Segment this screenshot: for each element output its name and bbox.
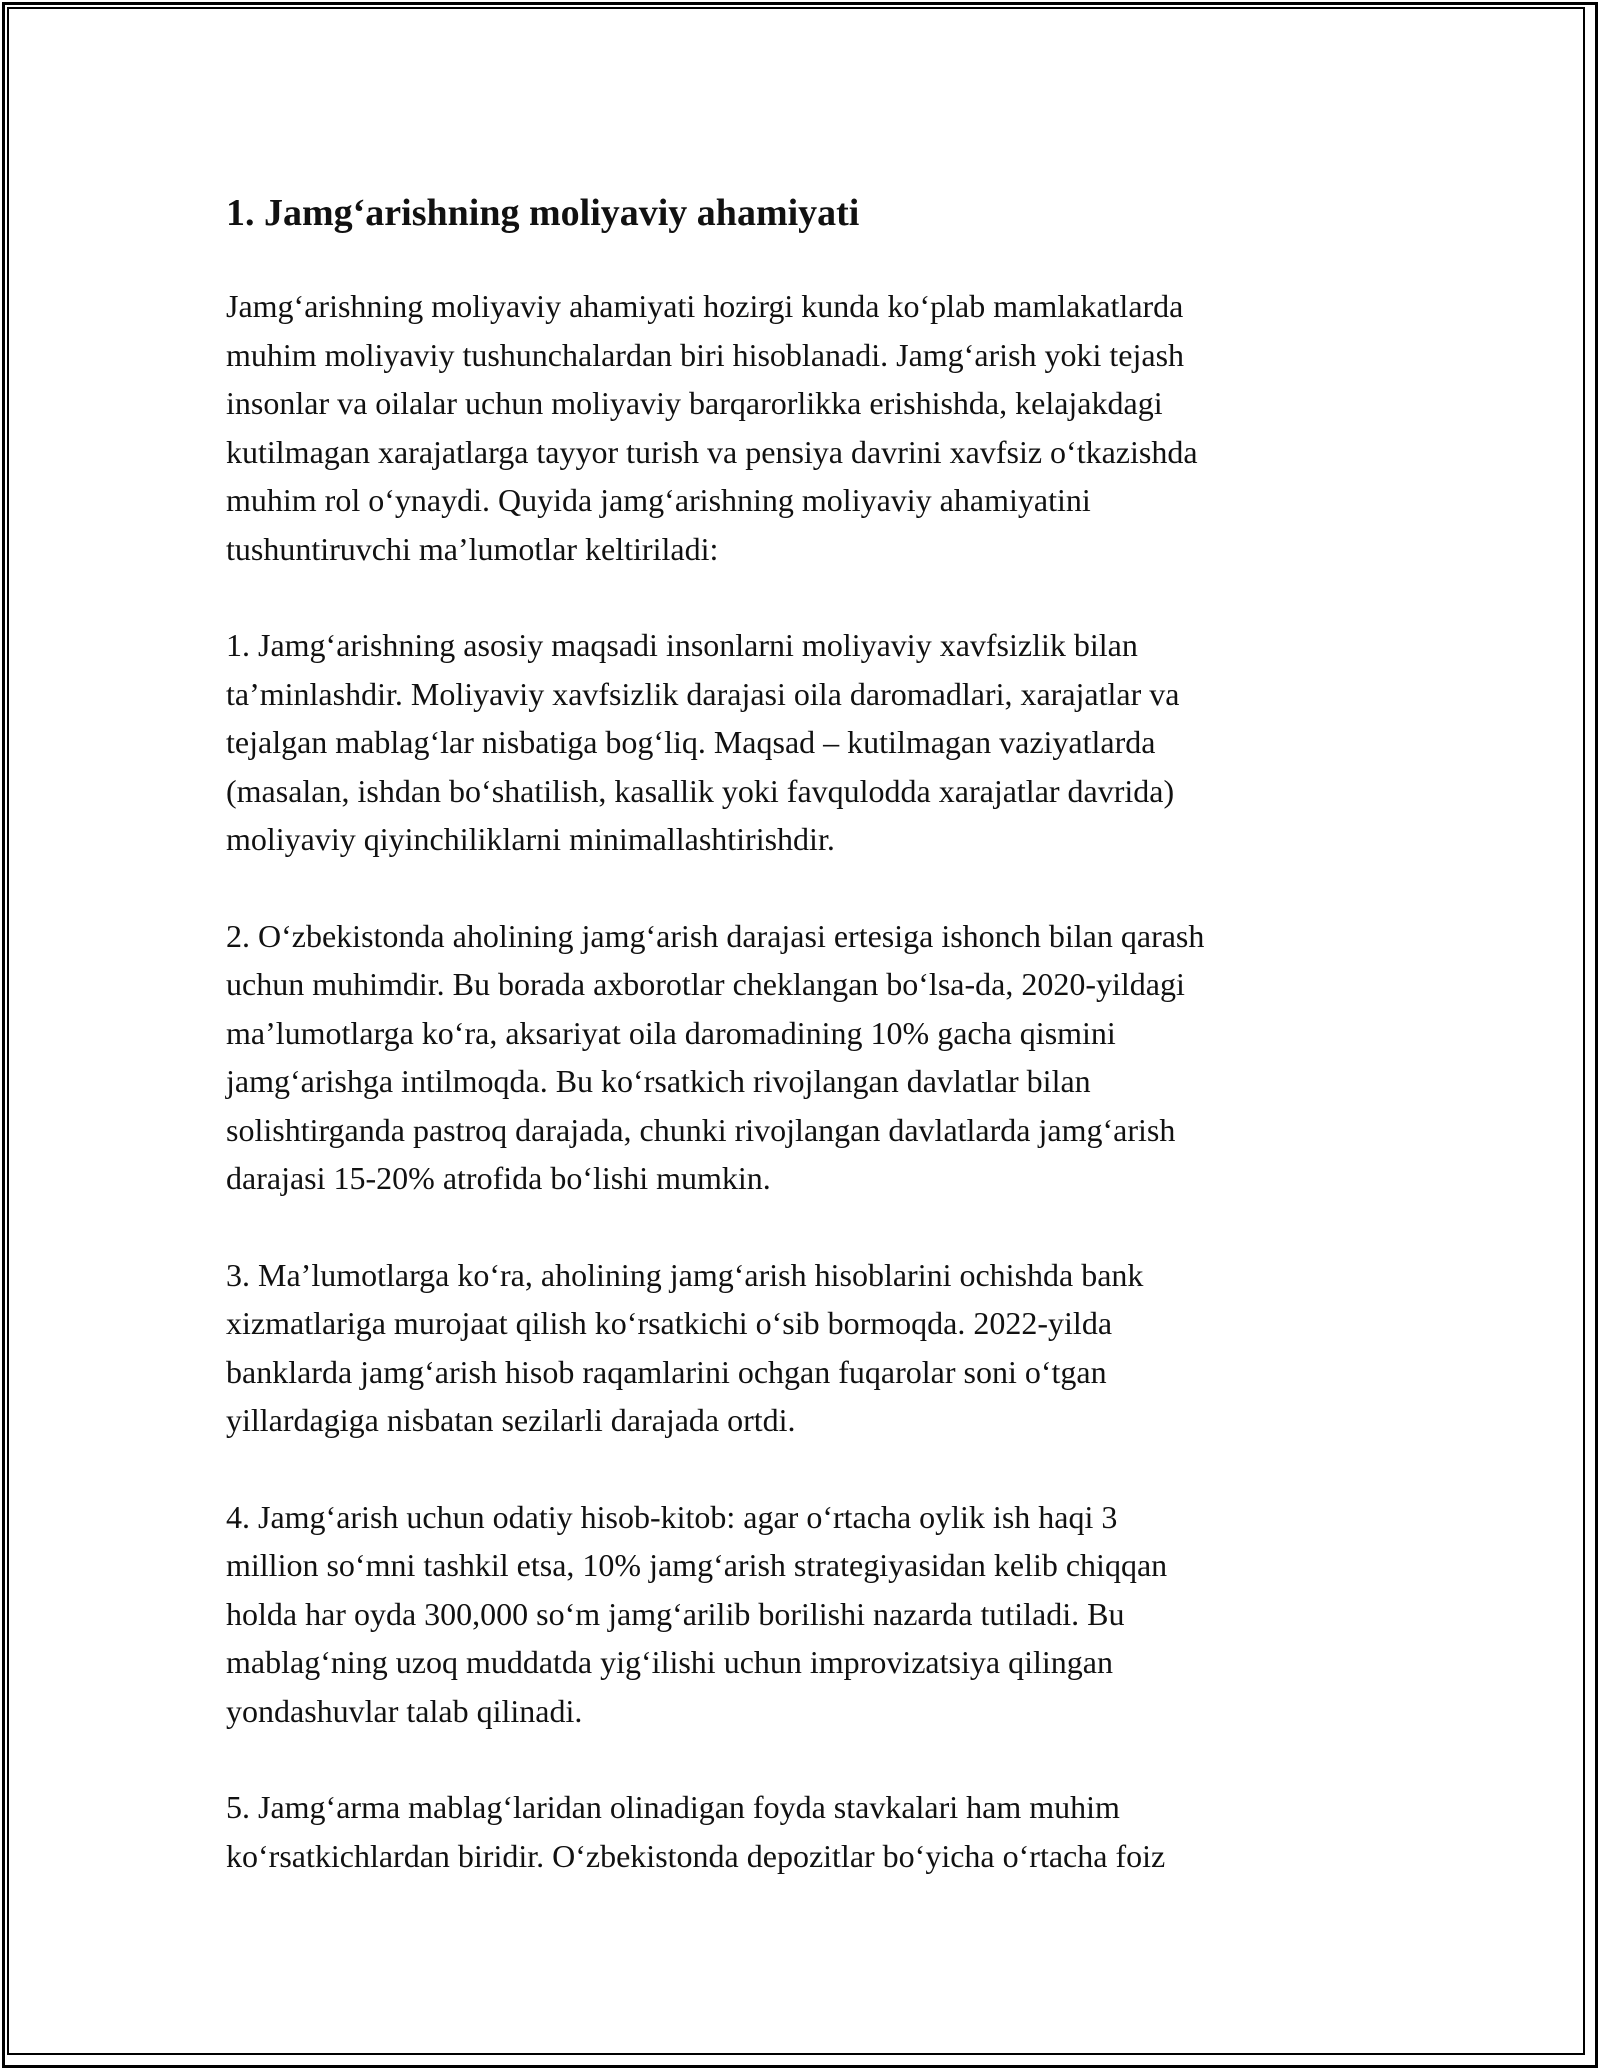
point-1-paragraph [226,621,1376,864]
paragraph-line: muhim moliyaviy tushunchalardan biri hisoblanadi. Jamg‘arish yoki tejash [226,336,1185,373]
paragraph-line: 4. Jamg‘arish uchun odatiy hisob-kitob: agar o‘rtacha oylik ish haqi 3 [226,1498,1118,1535]
point-5-paragraph [226,1783,1376,1880]
paragraph-line: 3. Ma’lumotlarga ko‘ra, aholining jamg‘arish hisoblarini ochishda bank [226,1256,1144,1293]
paragraph-line: insonlar va oilalar uchun moliyaviy barqarorlikka erishishda, kelajakdagi [226,385,1163,421]
paragraph-line: 1. Jamg‘arishning asosiy maqsadi insonlarni moliyaviy xavfsizlik bilan [226,627,1138,663]
paragraph-line: darajasi 15-20% atrofida bo‘lishi mumkin. [226,1160,771,1196]
paragraph-line: ma’lumotlarga ko‘ra, aksariyat oila daromadining 10% gacha qismini [226,1014,1116,1051]
paragraph-line: xizmatlariga murojaat qilish ko‘rsatkichi o‘sib bormoqda. 2022-yilda [226,1305,1113,1341]
point-3-paragraph [226,1251,1376,1445]
paragraph-line: yillardagiga nisbatan sezilarli darajada ortdi. [226,1402,796,1438]
paragraph-line: (masalan, ishdan bo‘shatilish, kasallik yoki favqulodda xarajatlar davrida) [226,772,1175,809]
paragraph-line: solishtirganda pastroq darajada, chunki rivojlangan davlatlarda jamg‘arish [226,1111,1176,1148]
paragraph-line: tejalgan mablag‘lar nisbatiga bog‘liq. Maqsad – kutilmagan vaziyatlarda [226,724,1156,760]
paragraph-line: ta’minlashdir. Moliyaviy xavfsizlik darajasi oila daromadlari, xarajatlar va [226,675,1180,712]
paragraph-line: mablag‘ning uzoq muddatda yig‘ilishi uchun improvizatsiya qilingan [226,1644,1113,1680]
paragraph-line: jamg‘arishga intilmoqda. Bu ko‘rsatkich rivojlangan davlatlar bilan [226,1063,1091,1099]
document-page [226,180,1376,1928]
paragraph-line: holda har oyda 300,000 so‘m jamg‘arilib borilishi nazarda tutiladi. Bu [226,1595,1125,1632]
paragraph-line: ko‘rsatkichlardan biridir. O‘zbekistonda depozitlar bo‘yicha o‘rtacha foiz [226,1837,1166,1874]
paragraph-line: million so‘mni tashkil etsa, 10% jamg‘arish strategiyasidan kelib chiqqan [226,1547,1168,1583]
paragraph-line: 5. Jamg‘arma mablag‘laridan olinadigan foyda stavkalari ham muhim [226,1789,1120,1825]
paragraph-line: tushuntiruvchi ma’lumotlar keltiriladi: [226,530,719,567]
paragraph-line: yondashuvlar talab qilinadi. [226,1692,583,1729]
intro-paragraph [226,282,1376,573]
point-2-paragraph [226,912,1376,1203]
paragraph-line: uchun muhimdir. Bu borada axborotlar cheklangan bo‘lsa-da, 2020-yildagi [226,966,1185,1002]
paragraph-line: muhim rol o‘ynaydi. Quyida jamg‘arishning moliyaviy ahamiyatini [226,482,1091,518]
paragraph-line: Jamg‘arishning moliyaviy ahamiyati hozirgi kunda ko‘plab mamlakatlarda [226,288,1184,324]
paragraph-line: 2. O‘zbekistonda aholining jamg‘arish darajasi ertesiga ishonch bilan qarash [226,917,1205,954]
paragraph-line: kutilmagan xarajatlarga tayyor turish va pensiya davrini xavfsiz o‘tkazishda [226,433,1198,470]
document-title: 1. Jamg‘arishning moliyaviy ahamiyati [226,192,860,234]
paragraph-line: banklarda jamg‘arish hisob raqamlarini ochgan fuqarolar soni o‘tgan [226,1353,1107,1390]
paragraph-line: moliyaviy qiyinchiliklarni minimallashtirishdir. [226,821,835,857]
point-4-paragraph [226,1493,1376,1736]
